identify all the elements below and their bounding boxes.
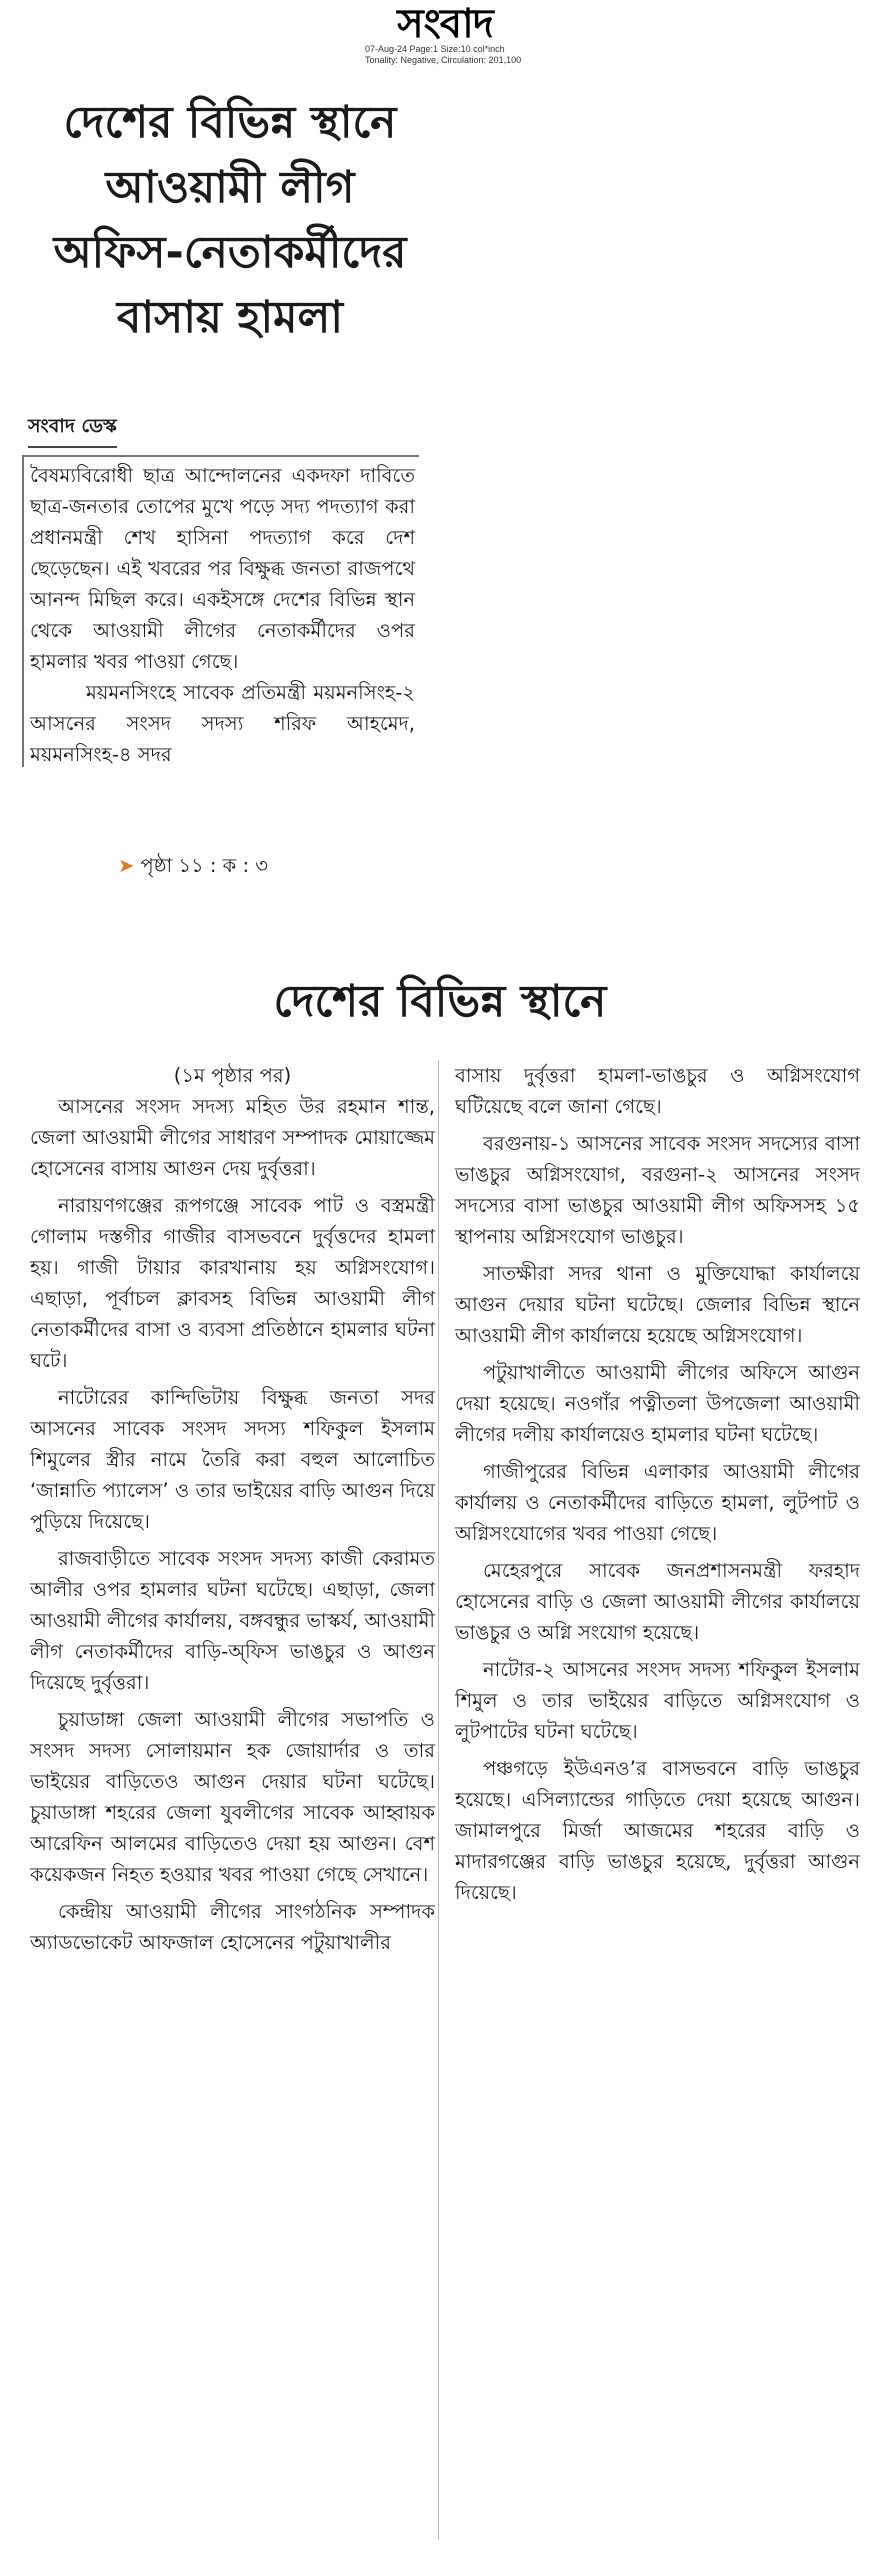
article-paragraph: কেন্দ্রীয় আওয়ামী লীগের সাংগঠনিক সম্পাদক অ্যাডভোকেট আফজাল হোসেনের পটুয়াখালীর <box>30 1900 435 1954</box>
article-paragraph: ময়মনসিংহে সাবেক প্রতিমন্ত্রী ময়মনসিংহ-২ আসনের সংসদ সদস্য শরিফ আহমেদ, ময়মনসিংহ-৪ সদর <box>30 681 415 766</box>
meta-tonality: Tonality: Negative, Circulation: 201,100 <box>365 55 522 65</box>
masthead <box>330 2 560 46</box>
article-paragraph: আসনের সংসদ সদস্য মহিত উর রহমান শান্ত, জেলা আওয়ামী লীগের সাধারণ সম্পাদক মোয়াজ্জেম হোসেনের বাসায় আগুন দেয় দুর্বৃত্তরা। <box>30 1095 435 1180</box>
headline-line: আওয়ামী লীগ <box>105 162 355 213</box>
article-paragraph: পঞ্চগড়ে ইউএনও’র বাসভবনে বাড়ি ভাঙচুর হয়েছে। এসিল্যান্ডের গাড়িতে দেয়া হয়েছে আগুন। জামালপুরে মির্জা আজমের শহরের বাড়ি ও মাদারগঞ্জের বাড়ি ভাঙচুর হয়েছে, দুর্বৃত্তরা আগুন দিয়েছে। <box>455 1757 860 1904</box>
continued-from-label: (১ম পৃষ্ঠার পর) <box>173 1064 292 1087</box>
article-paragraph: বাসায় দুর্বৃত্তরা হামলা-ভাঙচুর ও অগ্নিসংযোগ ঘটিয়েছে বলে জানা গেছে। <box>455 1064 860 1118</box>
article-paragraph: নাটোর-২ আসনের সংসদ সদস্য শফিকুল ইসলাম শিমুল ও তার ভাইয়ের বাড়িতে অগ্নিসংযোগ ও লুটপাটের ঘটনা ঘটেছে। <box>455 1658 860 1743</box>
article-paragraph: রাজবাড়ীতে সাবেক সংসদ সদস্য কাজী কেরামত আলীর ওপর হামলার ঘটনা ঘটেছে। এছাড়া, জেলা আওয়ামী লীগের কার্যালয়, বঙ্গবন্ধুর ভাস্কর্য, আওয়ামী লীগ নেতাকর্মীদের বাড়ি-অ্ফিস ভাঙচুর ও আগুন দিয়েছে দুর্বৃত্তরা। <box>30 1547 435 1694</box>
headline-line: দেশের বিভিন্ন স্থানে <box>63 97 397 148</box>
article-paragraph: বরগুনায়-১ আসনের সাবেক সংসদ সদস্যের বাসা ভাঙচুর অগ্নিসংযোগ, বরগুনা-২ আসনের সংসদ সদস্যের বাসা ভাঙচুর আওয়ামী লীগ অফিসসহ ১৫ স্থাপনায় অগ্নিসংযোগ ভাঙচুর। <box>455 1132 860 1248</box>
continuation-column-1 <box>30 1060 435 1964</box>
article-paragraph: নাটোরের কান্দিভিটায় বিক্ষুব্ধ জনতা সদর আসনের সাবেক সংসদ সদস্য শফিকুল ইসলাম শিমুলের স্ত্রীর নামে তৈরি করা বহুল আলোচিত ‘জান্নাতি প্যালেস’ ও তার ভাইয়ের বাড়ি আগুন দিয়ে পুড়িয়ে দিয়েছে। <box>30 1386 435 1533</box>
clipping-meta <box>365 44 685 66</box>
article-paragraph: পটুয়াখালীতে আওয়ামী লীগের অফিসে আগুন দেয়া হয়েছে। নওগাঁর পত্নীতলা উপজেলা আওয়ামী লীগের দলীয় কার্যালয়েও হামলার ঘটনা ঘটেছে। <box>455 1361 860 1446</box>
article-paragraph: নারায়ণগঞ্জের রূপগঞ্জে সাবেক পাট ও বস্ত্রমন্ত্রী গোলাম দস্তগীর গাজীর বাসভবনে দুর্বৃত্তদের হামলা হয়। গাজী টায়ার কারখানায় হয় অগ্নিসংযোগ। এছাড়া, পূর্বাচল ক্লাবসহ বিভিন্ন আওয়ামী লীগ নেতাকর্মীদের বাসা ও ব্যবসা প্রতিষ্ঠানে হামলার ঘটনা ঘটে। <box>30 1194 435 1372</box>
headline-line: অফিস-নেতাকর্মীদের <box>53 227 407 278</box>
article-paragraph: সাতক্ষীরা সদর থানা ও মুক্তিযোদ্ধা কার্যালয়ে আগুন দেয়ার ঘটনা ঘটেছে। জেলার বিভিন্ন স্থানে আওয়ামী লীগ কার্যালয়ে হয়েছে অগ্নিসংযোগ। <box>455 1262 860 1347</box>
jump-text: পৃষ্ঠা ১১ : ক : ৩ <box>140 854 268 877</box>
jump-reference <box>118 852 268 884</box>
byline: সংবাদ ডেস্ক <box>28 412 117 448</box>
continuation-column-2 <box>455 1060 860 1914</box>
front-article-body <box>30 460 415 770</box>
column-divider <box>438 1060 439 2540</box>
meta-page-size: 07-Aug-24 Page:1 Size:10 col*inch <box>365 44 505 54</box>
article-paragraph: বৈষম্যবিরোধী ছাত্র আন্দোলনের একদফা দাবিতে ছাত্র-জনতার তোপের মুখে পড়ে সদ্য পদত্যাগ করা প্রধানমন্ত্রী শেখ হাসিনা পদত্যাগ করে দেশ ছেড়েছেন। এই খবরের পর বিক্ষুব্ধ জনতা রাজপথে আনন্দ মিছিল করে। একইসঙ্গে দেশের বিভিন্ন স্থান থেকে আওয়ামী লীগের নেতাকর্মীদের ওপর হামলার খবর পাওয়া গেছে। <box>30 464 415 673</box>
article-paragraph: মেহেরপুরে সাবেক জনপ্রশাসনমন্ত্রী ফরহাদ হোসেনের বাড়ি ও জেলা আওয়ামী লীগের কার্যালয়ে ভাঙচুর ও অগ্নি সংযোগ হয়েছে। <box>455 1559 860 1644</box>
continuation-headline: দেশের বিভিন্ন স্থানে <box>273 976 607 1027</box>
article-paragraph: চুয়াডাঙ্গা জেলা আওয়ামী লীগের সভাপতি ও সংসদ সদস্য সোলায়মান হক জোয়ার্দার ও তার ভাইয়ের বাড়িতেও আগুন দেয়ার ঘটনা ঘটেছে। চুয়াডাঙ্গা শহরের জেলা যুবলীগের সাবেক আহ্বায়ক আরেফিন আলমের বাড়িতেও দেয়া হয় আগুন। বেশ কয়েকজন নিহত হওয়ার খবর পাওয়া গেছে সেখানে। <box>30 1708 435 1886</box>
article-paragraph: গাজীপুরের বিভিন্ন এলাকার আওয়ামী লীগের কার্যালয় ও নেতাকর্মীদের বাড়িতে হামলা, লুটপাট ও অগ্নিসংযোগের খবর পাওয়া গেছে। <box>455 1460 860 1545</box>
front-headline <box>20 90 440 350</box>
newspaper-logo: সংবাদ <box>397 0 493 47</box>
headline-line: বাসায় হামলা <box>116 292 344 343</box>
arrow-icon: ➤ <box>118 854 135 877</box>
